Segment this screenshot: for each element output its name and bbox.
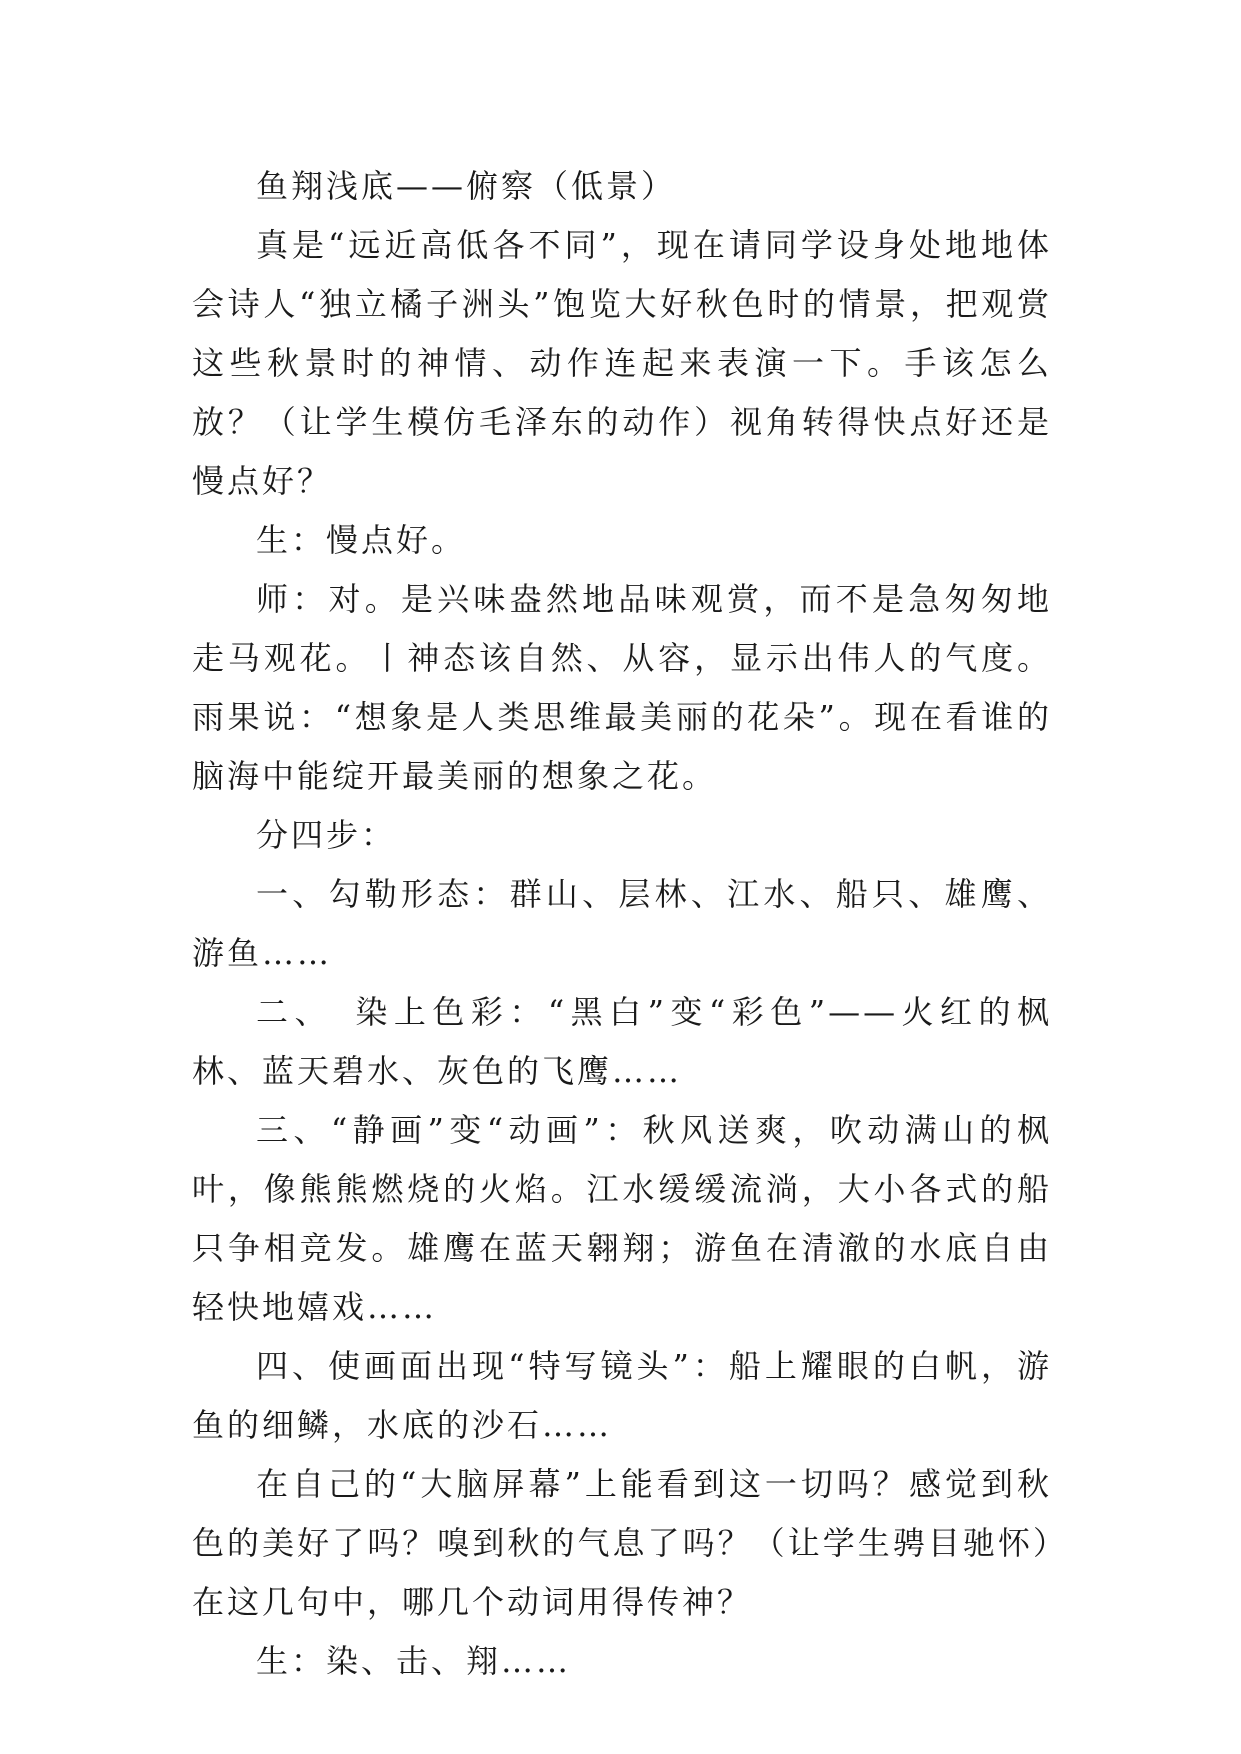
paragraph: 真是“远近高低各不同”，现在请同学设身处地地体会诗人“独立橘子洲头”饱览大好秋色时的情景，把观赏这些秋景时的神情、动作连起来表演一下。手该怎么放？（让学生模仿毛泽东的动作）视角转得快点好还是慢点好？ [192,226,1052,500]
list-item: 三、“静画”变“动画”：秋风送爽，吹动满山的枫叶，像熊熊燃烧的火焰。江水缓缓流淌，大小各式的船只争相竞发。雄鹰在蓝天翱翔；游鱼在清澈的水底自由轻快地嬉戏…… [192,1111,1052,1326]
paragraph: 生：染、击、翔…… [256,1642,572,1680]
paragraph: 分四步： [256,816,397,854]
paragraph: 在自己的“大脑屏幕”上能看到这一切吗？感觉到秋色的美好了吗？嗅到秋的气息了吗？（让学生骋目驰怀） 在这几句中，哪几个动词用得传神？ [192,1465,1088,1621]
list-item: 一、勾勒形态：群山、层林、江水、船只、雄鹰、游鱼…… [192,875,1052,972]
document-body [192,157,1088,1691]
paragraph: 生：慢点好。 [256,521,467,559]
section-heading: 鱼翔浅底——俯察（低景） [256,167,677,205]
list-item: 四、使画面出现“特写镜头”：船上耀眼的白帆，游鱼的细鳞，水底的沙石…… [192,1347,1052,1444]
list-item: 二、 染上色彩：“黑白”变“彩色”——火红的枫林、蓝天碧水、灰色的飞鹰…… [192,993,1052,1090]
paragraph: 师：对。是兴味盎然地品味观赏，而不是急匆匆地走马观花。丨神态该自然、从容，显示出伟人的气度。雨果说：“想象是人类思维最美丽的花朵”。现在看谁的脑海中能绽开最美丽的想象之花。 [192,580,1052,795]
